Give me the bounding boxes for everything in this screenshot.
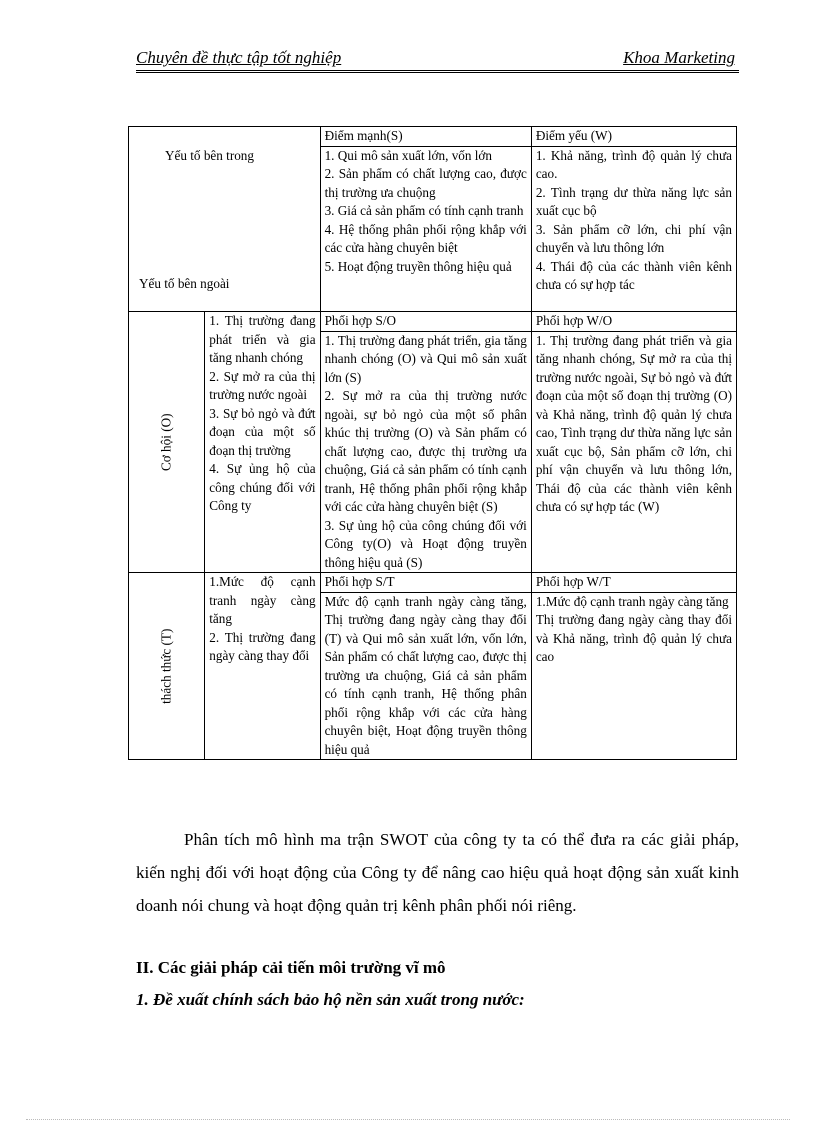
weakness-item: 3. Sản phẩm cỡ lớn, chi phí vận chuyển và lưu thông lớn [535, 221, 732, 255]
wo-text: 1. Thị trường đang phát triển và gia tăng nhanh chóng, Sự mở ra của thị trường nước ngoài, Sự bỏ ngỏ và đứt đoạn của một số đoạn thị trường (O) và Khả năng, trình độ quản lý chưa cao, Tình trạng dư thừa năng lực sản xuất cục bộ, Sản phẩm cỡ lớn, chi phí vận chuyển và lưu thông lớn, Thái độ của các thành viên kênh chưa có sự hợp tác (W) [535, 332, 732, 514]
threats-side-label: thách thức (T) [158, 628, 174, 704]
weaknesses-list [536, 147, 732, 295]
opportunity-item: 1. Thị trường đang phát triển và gia tăng nhanh chóng [209, 313, 316, 365]
subsection-heading: 1. Đề xuất chính sách bảo hộ nền sản xuất trong nước: [136, 990, 525, 1009]
opportunities-list [209, 312, 315, 516]
threats-list [209, 573, 315, 666]
corner-inner-label: Yếu tố bên trong [165, 148, 254, 163]
st-cell [320, 573, 531, 760]
strength-item: 3. Giá cả sản phẩm có tính cạnh tranh [324, 203, 524, 218]
strength-item: 1. Qui mô sản xuất lớn, vốn lớn [324, 147, 493, 163]
threat-item: 1.Mức độ cạnh tranh ngày càng tăng [209, 574, 316, 626]
so-item: 3. Sự ủng hộ của công chúng đối với Công ty(O) và Hoạt động truyền thông hiệu quả (S) [324, 517, 527, 570]
opportunity-item: 3. Sự bỏ ngỏ và đứt đoạn của một số đoạn thị trường [209, 405, 316, 458]
header-faculty: Khoa Marketing [623, 48, 735, 67]
swot-matrix-table [128, 126, 737, 760]
so-header: Phối hợp S/O [321, 312, 531, 332]
so-item: 2. Sự mở ra của thị trường nước ngoài, sự bỏ ngỏ của một số phân khúc thị trường (O) và Sản phẩm có chất lượng cao, được thị trường ưa chuộng, Giá cả sản phẩm có tính cạnh tranh, Hệ thống phân phối rộng khắp với các cửa hàng chuyên biệt (S) [324, 388, 527, 514]
wo-header: Phối hợp W/O [532, 312, 736, 332]
so-list [325, 332, 527, 573]
opportunity-item: 2. Sự mở ra của thị trường nước ngoài [209, 368, 316, 402]
strengths-cell [320, 127, 531, 312]
section-heading: II. Các giải pháp cải tiến môi trường vĩ mô [136, 958, 446, 977]
weaknesses-cell [531, 127, 736, 312]
strength-item: 4. Hệ thống phân phối rộng khắp với các cửa hàng chuyên biệt [324, 221, 527, 255]
wo-cell [531, 312, 736, 573]
wt-line: Thị trường đang ngày càng thay đổi và Khả năng, trình độ quản lý chưa cao [535, 612, 732, 664]
weakness-item: 4. Thái độ của các thành viên kênh chưa có sự hợp tác [535, 258, 732, 292]
opportunities-side-label: Cơ hội (O) [158, 413, 174, 471]
st-header: Phối hợp S/T [321, 573, 531, 593]
wt-cell [531, 573, 736, 760]
opportunities-side-label-cell [129, 312, 205, 573]
threats-cell [205, 573, 320, 760]
wt-line: 1.Mức độ cạnh tranh ngày càng tăng [535, 593, 729, 609]
corner-outer-label: Yếu tố bên ngoài [139, 276, 230, 291]
strength-item: 5. Hoạt động truyền thông hiệu quả [324, 258, 512, 274]
threat-item: 2. Thị trường đang ngày càng thay đổi [209, 629, 316, 663]
strengths-list [325, 147, 527, 277]
page-bottom-rule [26, 1119, 790, 1120]
corner-cell [129, 127, 321, 312]
opportunity-item: 4. Sự ủng hộ của công chúng đối với Công ty [209, 461, 316, 513]
weakness-item: 1. Khả năng, trình độ quản lý chưa cao. [535, 147, 732, 181]
opportunities-cell [205, 312, 320, 573]
header-document-title: Chuyên đề thực tập tốt nghiệp [136, 48, 342, 67]
threats-side-label-cell [129, 573, 205, 760]
strengths-header: Điểm mạnh(S) [321, 127, 531, 147]
st-text: Mức độ cạnh tranh ngày càng tăng, Thị trường đang ngày càng thay đổi (T) và Qui mô sản xuất lớn, vốn lớn, Sản phẩm có chất lượng cao, được thị trường ưa chuộng, Giá cả sản phẩm có tính cạnh tranh, Hệ thống phân phối rộng khắp với các cửa hàng chuyên biệt, Hoạt động truyền thông hiệu quả [324, 593, 527, 757]
analysis-paragraph: Phân tích mô hình ma trận SWOT của công ty ta có thể đưa ra các giải pháp, kiến nghị đối với hoạt động của Công ty để nâng cao hiệu quả hoạt động sản xuất kinh doanh nói chung và hoạt động quản trị kênh phân phối nói riêng. [136, 830, 739, 915]
wt-header: Phối hợp W/T [532, 573, 736, 593]
weaknesses-header: Điểm yếu (W) [532, 127, 736, 147]
page-header [136, 48, 739, 73]
strength-item: 2. Sản phẩm có chất lượng cao, được thị trường ưa chuộng [324, 166, 527, 200]
weakness-item: 2. Tình trạng dư thừa năng lực sản xuất cục bộ [535, 184, 732, 218]
so-cell [320, 312, 531, 573]
so-item: 1. Thị trường đang phát triển, gia tăng nhanh chóng (O) và Qui mô sản xuất lớn (S) [324, 332, 527, 385]
